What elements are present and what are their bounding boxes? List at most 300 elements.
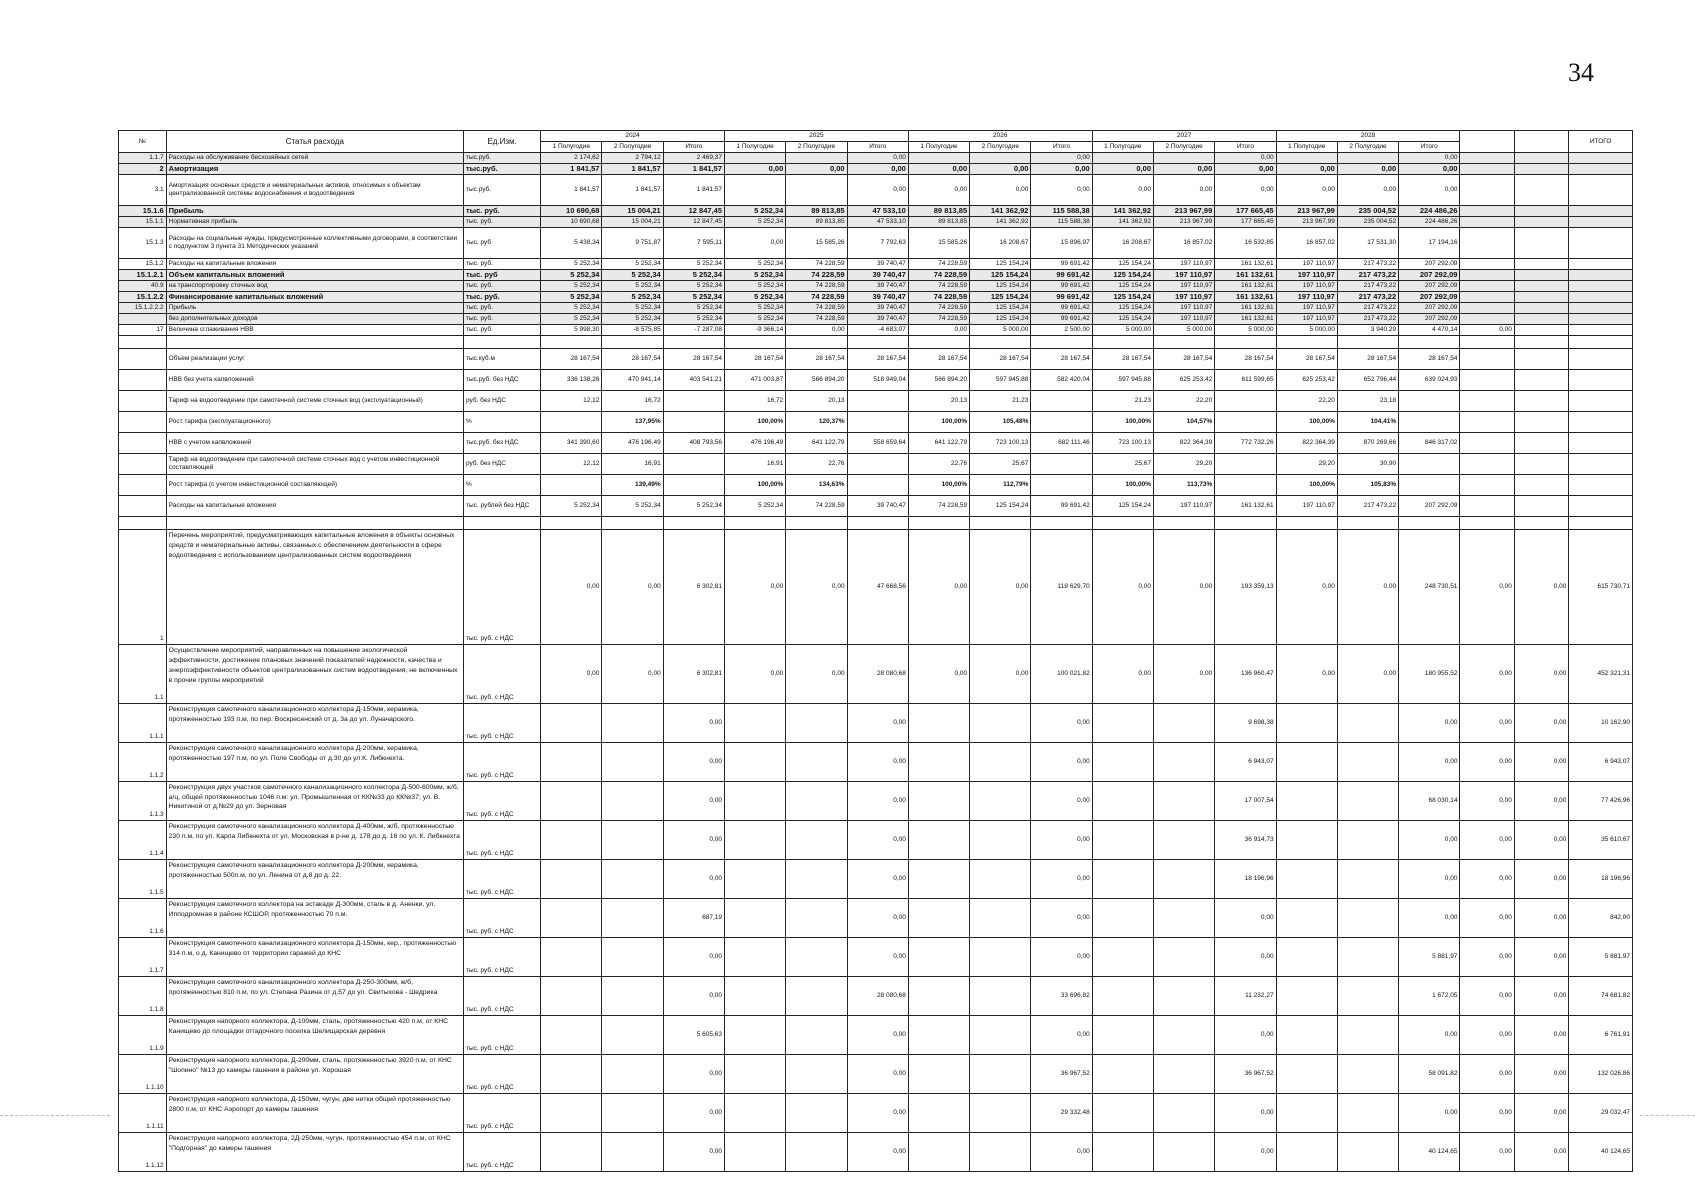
- value-cell: 207 292,09: [1399, 270, 1460, 281]
- value-cell: [908, 977, 969, 1016]
- value-cell: 0,00: [1460, 860, 1514, 899]
- value-cell: 40 124,65: [1569, 1133, 1633, 1172]
- row-unit: руб. без НДС: [463, 391, 540, 412]
- row-code: 1.1.6: [119, 899, 167, 938]
- row-code: 1: [119, 530, 167, 645]
- value-cell: 822 364,39: [1276, 433, 1337, 454]
- empty-cell: [541, 336, 602, 349]
- value-cell: 36 967,52: [1031, 1055, 1092, 1094]
- header-half1: 1 Полугодие: [725, 142, 786, 153]
- value-cell: [786, 175, 847, 206]
- value-cell: 0,00: [1399, 899, 1460, 938]
- value-cell: 207 292,09: [1399, 314, 1460, 325]
- empty-cell: [1569, 336, 1633, 349]
- value-cell: 28 167,54: [1215, 349, 1276, 370]
- tariff-table: [118, 130, 1633, 1172]
- value-cell: [602, 1016, 663, 1055]
- value-cell: [1514, 454, 1568, 475]
- summary-row: [119, 412, 1633, 433]
- value-cell: [1569, 314, 1633, 325]
- value-cell: [970, 743, 1031, 782]
- value-cell: [1460, 259, 1514, 270]
- value-cell: [1092, 1094, 1153, 1133]
- row-code: 15.1.1: [119, 217, 167, 228]
- value-cell: 0,00: [1276, 175, 1337, 206]
- value-cell: 0,00: [1215, 153, 1276, 164]
- value-cell: [1092, 1133, 1153, 1172]
- value-cell: [1460, 217, 1514, 228]
- value-cell: [970, 821, 1031, 860]
- empty-cell: [1337, 336, 1398, 349]
- value-cell: 0,00: [1276, 530, 1337, 645]
- value-cell: 5 252,34: [725, 281, 786, 292]
- table-row: [119, 175, 1633, 206]
- value-cell: [1460, 314, 1514, 325]
- value-cell: 0,00: [1031, 1016, 1092, 1055]
- value-cell: 0,00: [1460, 821, 1514, 860]
- value-cell: [1569, 153, 1633, 164]
- row-unit: тыс.руб.: [463, 153, 540, 164]
- value-cell: 100,00%: [1092, 412, 1153, 433]
- value-cell: 89 813,85: [908, 206, 969, 217]
- value-cell: [1276, 1133, 1337, 1172]
- value-cell: 1 841,57: [602, 175, 663, 206]
- value-cell: [1460, 303, 1514, 314]
- value-cell: 22,20: [1154, 391, 1215, 412]
- value-cell: [1460, 391, 1514, 412]
- value-cell: 0,00: [786, 325, 847, 336]
- value-cell: 5 252,34: [541, 314, 602, 325]
- value-cell: 112,79%: [970, 475, 1031, 496]
- value-cell: [541, 743, 602, 782]
- project-row: [119, 1055, 1633, 1094]
- project-row: [119, 938, 1633, 977]
- value-cell: [1337, 938, 1398, 977]
- value-cell: 99 691,42: [1031, 314, 1092, 325]
- value-cell: [786, 1094, 847, 1133]
- value-cell: [1154, 1094, 1215, 1133]
- value-cell: 28 167,54: [1276, 349, 1337, 370]
- empty-cell: [463, 517, 540, 530]
- value-cell: 5 252,34: [602, 314, 663, 325]
- value-cell: 28 167,54: [786, 349, 847, 370]
- value-cell: 0,00: [908, 645, 969, 704]
- value-cell: 74 228,59: [786, 496, 847, 517]
- value-cell: 452 321,31: [1569, 645, 1633, 704]
- row-name: на транспортировку сточных вод: [166, 281, 463, 292]
- value-cell: 217 473,22: [1337, 270, 1398, 281]
- value-cell: 0,00: [1514, 977, 1568, 1016]
- value-cell: [1514, 164, 1568, 175]
- value-cell: 1 841,57: [663, 164, 724, 175]
- row-code: 15.1.2.2.2: [119, 303, 167, 314]
- empty-cell: [1276, 517, 1337, 530]
- value-cell: 207 292,09: [1399, 496, 1460, 517]
- value-cell: 0,00: [908, 325, 969, 336]
- value-cell: [786, 821, 847, 860]
- value-cell: -9 366,14: [725, 325, 786, 336]
- value-cell: 125 154,24: [970, 292, 1031, 303]
- value-cell: [541, 860, 602, 899]
- value-cell: [908, 1133, 969, 1172]
- row-name: Реконструкция самотечного канализационного коллектора Д-400мм, ж/б, протяженностью 230 п.м, по ул. Карла Либкнехта от ул. Московская в р-не д. 178 до д. 16 по ул. К. Либкнехта: [166, 821, 463, 860]
- value-cell: 217 473,22: [1337, 292, 1398, 303]
- value-cell: 846 317,02: [1399, 433, 1460, 454]
- value-cell: [1337, 860, 1398, 899]
- header-row-years: [119, 131, 1633, 142]
- row-name: Реконструкция самотечного коллектора на эстакаде Д-300мм, сталь в д. Аненки, ул. Ипподромная в районе КСШОР, протяженностью 70 п.м.: [166, 899, 463, 938]
- value-cell: [725, 1094, 786, 1133]
- value-cell: 28 167,54: [1399, 349, 1460, 370]
- value-cell: 822 364,39: [1154, 433, 1215, 454]
- value-cell: [786, 704, 847, 743]
- value-cell: 639 024,93: [1399, 370, 1460, 391]
- value-cell: [908, 1094, 969, 1133]
- value-cell: [1276, 938, 1337, 977]
- row-unit: тыс. руб.: [463, 259, 540, 270]
- row-code: 1.1.10: [119, 1055, 167, 1094]
- row-code: [119, 496, 167, 517]
- value-cell: 10 162,90: [1569, 704, 1633, 743]
- project-row: [119, 977, 1633, 1016]
- value-cell: [1569, 370, 1633, 391]
- row-name: Реконструкция самотечного канализационного коллектора Д-150мм, кер., протяженностью 314 п.м, о д. Канищево от территории гаражей до КНС: [166, 938, 463, 977]
- table-row: [119, 270, 1633, 281]
- fold-line-left: [0, 1115, 110, 1117]
- value-cell: [1337, 899, 1398, 938]
- value-cell: [786, 1055, 847, 1094]
- value-cell: 470 941,14: [602, 370, 663, 391]
- value-cell: 0,00: [1460, 1133, 1514, 1172]
- value-cell: [1569, 454, 1633, 475]
- value-cell: 125 154,24: [1092, 270, 1153, 281]
- value-cell: 0,00: [847, 821, 908, 860]
- value-cell: [725, 782, 786, 821]
- value-cell: 15 585,26: [908, 228, 969, 259]
- value-cell: [725, 1055, 786, 1094]
- header-name: Статья расхода: [166, 131, 463, 153]
- value-cell: 197 110,97: [1154, 314, 1215, 325]
- value-cell: 161 132,61: [1215, 314, 1276, 325]
- value-cell: 16 857,02: [1276, 228, 1337, 259]
- value-cell: 16 208,67: [1092, 228, 1153, 259]
- value-cell: 0,00: [970, 645, 1031, 704]
- row-name: Реконструкция самотечного канализационного коллектора Д-200мм, керамика, протяженностью 500п.м, по ул. Ленина от д.8 до д. 22.: [166, 860, 463, 899]
- value-cell: [1154, 1055, 1215, 1094]
- value-cell: 0,00: [541, 645, 602, 704]
- row-unit: тыс. руб. с НДС: [463, 899, 540, 938]
- value-cell: [1276, 1094, 1337, 1133]
- header-half2: 2 Полугодие: [602, 142, 663, 153]
- empty-cell: [725, 517, 786, 530]
- header-half2: 2 Полугодие: [970, 142, 1031, 153]
- value-cell: 0,00: [1092, 175, 1153, 206]
- value-cell: 22,76: [786, 454, 847, 475]
- empty-cell: [463, 336, 540, 349]
- value-cell: [1337, 1133, 1398, 1172]
- value-cell: [1154, 782, 1215, 821]
- value-cell: 39 740,47: [847, 270, 908, 281]
- value-cell: [970, 860, 1031, 899]
- header-year-total: Итого: [663, 142, 724, 153]
- header-extra-2: [1514, 131, 1568, 153]
- value-cell: 0,00: [1460, 899, 1514, 938]
- value-cell: 0,00: [1399, 704, 1460, 743]
- row-code: 1.1: [119, 645, 167, 704]
- header-half1: 1 Полугодие: [1092, 142, 1153, 153]
- row-name: Тариф на водоотведение при самотечной системе сточных вод с учетом инвестиционной составляющей: [166, 454, 463, 475]
- value-cell: 641 122,79: [786, 433, 847, 454]
- value-cell: 5 252,34: [541, 292, 602, 303]
- value-cell: [970, 977, 1031, 1016]
- value-cell: 28 167,54: [908, 349, 969, 370]
- value-cell: 0,00: [908, 530, 969, 645]
- value-cell: [847, 454, 908, 475]
- value-cell: 139,49%: [602, 475, 663, 496]
- value-cell: [1514, 303, 1568, 314]
- value-cell: [1092, 899, 1153, 938]
- row-name: НВВ без учета капвложений: [166, 370, 463, 391]
- header-half2: 2 Полугодие: [1154, 142, 1215, 153]
- value-cell: 28 167,54: [725, 349, 786, 370]
- value-cell: 0,00: [1514, 1055, 1568, 1094]
- row-unit: %: [463, 412, 540, 433]
- value-cell: 74 228,59: [908, 314, 969, 325]
- value-cell: 197 110,97: [1154, 270, 1215, 281]
- value-cell: [602, 1094, 663, 1133]
- value-cell: [970, 1016, 1031, 1055]
- value-cell: 0,00: [970, 164, 1031, 175]
- value-cell: 39 740,47: [847, 314, 908, 325]
- value-cell: 28 167,54: [1154, 349, 1215, 370]
- value-cell: [1276, 1016, 1337, 1055]
- value-cell: 0,00: [847, 860, 908, 899]
- value-cell: 39 740,47: [847, 259, 908, 270]
- value-cell: 0,00: [1031, 175, 1092, 206]
- value-cell: 5 252,34: [602, 292, 663, 303]
- value-cell: 0,00: [847, 175, 908, 206]
- value-cell: 28 167,54: [970, 349, 1031, 370]
- value-cell: [602, 899, 663, 938]
- value-cell: [1337, 821, 1398, 860]
- value-cell: 74 228,59: [786, 281, 847, 292]
- empty-cell: [602, 336, 663, 349]
- value-cell: 217 473,22: [1337, 259, 1398, 270]
- value-cell: [1276, 821, 1337, 860]
- value-cell: -7 287,08: [663, 325, 724, 336]
- value-cell: 132 026,86: [1569, 1055, 1633, 1094]
- row-name: Тариф на водоотведение при самотечной системе сточных вод (эксплуатационный): [166, 391, 463, 412]
- value-cell: [1337, 1016, 1398, 1055]
- value-cell: [1215, 391, 1276, 412]
- value-cell: 213 967,99: [1276, 217, 1337, 228]
- row-name: Прибыль: [166, 206, 463, 217]
- value-cell: 197 110,97: [1276, 259, 1337, 270]
- value-cell: 0,00: [1514, 938, 1568, 977]
- value-cell: 0,00: [1337, 645, 1398, 704]
- value-cell: 40 124,65: [1399, 1133, 1460, 1172]
- value-cell: 197 110,97: [1276, 292, 1337, 303]
- value-cell: [1460, 206, 1514, 217]
- value-cell: 141 362,92: [1092, 206, 1153, 217]
- row-unit: тыс. руб. с НДС: [463, 1094, 540, 1133]
- value-cell: 28 167,54: [541, 349, 602, 370]
- row-name: Реконструкция самотечного канализационного коллектора Д-200мм, керамика, протяженностью 197 п.м, по ул. Поле Свободы от д.30 до ул.К. Либкнехта.: [166, 743, 463, 782]
- empty-cell: [786, 336, 847, 349]
- empty-cell: [1399, 336, 1460, 349]
- row-unit: тыс. руб.: [463, 292, 540, 303]
- table-row: [119, 217, 1633, 228]
- value-cell: 207 292,09: [1399, 303, 1460, 314]
- value-cell: 180 955,52: [1399, 645, 1460, 704]
- header-unit: Ед.Изм.: [463, 131, 540, 153]
- empty-cell: [541, 517, 602, 530]
- value-cell: 89 813,85: [908, 217, 969, 228]
- value-cell: -4 683,07: [847, 325, 908, 336]
- row-name: Расходы на обслуживание бесхозяйных сетей: [166, 153, 463, 164]
- header-year-total: Итого: [1215, 142, 1276, 153]
- row-unit: %: [463, 475, 540, 496]
- value-cell: 0,00: [908, 164, 969, 175]
- value-cell: [1092, 1016, 1153, 1055]
- value-cell: 0,00: [1460, 325, 1514, 336]
- value-cell: [541, 821, 602, 860]
- empty-cell: [1031, 517, 1092, 530]
- value-cell: 476 196,49: [602, 433, 663, 454]
- value-cell: 1 841,57: [602, 164, 663, 175]
- value-cell: [1514, 325, 1568, 336]
- empty-cell: [1337, 517, 1398, 530]
- value-cell: 100,00%: [725, 412, 786, 433]
- value-cell: [1092, 743, 1153, 782]
- value-cell: 9 751,87: [602, 228, 663, 259]
- row-code: [119, 314, 167, 325]
- value-cell: 597 945,88: [970, 370, 1031, 391]
- value-cell: [1569, 228, 1633, 259]
- empty-cell: [786, 517, 847, 530]
- value-cell: 74 228,59: [786, 259, 847, 270]
- row-code: 17: [119, 325, 167, 336]
- value-cell: [602, 938, 663, 977]
- value-cell: 12 847,45: [663, 206, 724, 217]
- row-unit: тыс.куб.м: [463, 349, 540, 370]
- empty-cell: [119, 517, 167, 530]
- value-cell: 625 253,42: [1276, 370, 1337, 391]
- header-year-2026: 2026: [908, 131, 1092, 142]
- value-cell: [602, 977, 663, 1016]
- header-half2: 2 Полугодие: [786, 142, 847, 153]
- value-cell: 0,00: [1514, 860, 1568, 899]
- value-cell: 0,00: [1092, 164, 1153, 175]
- value-cell: 125 154,24: [1092, 281, 1153, 292]
- value-cell: 5 252,34: [663, 314, 724, 325]
- value-cell: 0,00: [1337, 164, 1398, 175]
- value-cell: [1399, 391, 1460, 412]
- value-cell: [1215, 412, 1276, 433]
- value-cell: [908, 938, 969, 977]
- row-unit: тыс. руб.: [463, 303, 540, 314]
- value-cell: 7 792,63: [847, 228, 908, 259]
- value-cell: 100 021,82: [1031, 645, 1092, 704]
- value-cell: 652 796,44: [1337, 370, 1398, 391]
- value-cell: 207 292,09: [1399, 259, 1460, 270]
- value-cell: 30,90: [1337, 454, 1398, 475]
- value-cell: 0,00: [1514, 530, 1568, 645]
- empty-cell: [663, 336, 724, 349]
- value-cell: 0,00: [1399, 1016, 1460, 1055]
- value-cell: [1154, 743, 1215, 782]
- empty-cell: [1031, 336, 1092, 349]
- value-cell: 0,00: [847, 938, 908, 977]
- value-cell: [1460, 496, 1514, 517]
- value-cell: 341 390,60: [541, 433, 602, 454]
- row-name: Расходы на капитальные вложения: [166, 259, 463, 270]
- value-cell: [1092, 860, 1153, 899]
- value-cell: 197 110,97: [1154, 303, 1215, 314]
- value-cell: [1569, 349, 1633, 370]
- value-cell: 0,00: [1514, 704, 1568, 743]
- empty-cell: [1399, 517, 1460, 530]
- value-cell: 7 595,11: [663, 228, 724, 259]
- value-cell: 39 740,47: [847, 303, 908, 314]
- summary-row: [119, 475, 1633, 496]
- value-cell: 113,73%: [1154, 475, 1215, 496]
- value-cell: [970, 938, 1031, 977]
- value-cell: 9 698,38: [1215, 704, 1276, 743]
- value-cell: [1569, 217, 1633, 228]
- value-cell: 134,63%: [786, 475, 847, 496]
- value-cell: [541, 1094, 602, 1133]
- value-cell: 197 110,97: [1276, 270, 1337, 281]
- value-cell: 0,00: [1031, 860, 1092, 899]
- table-row: [119, 281, 1633, 292]
- value-cell: [541, 1055, 602, 1094]
- row-code: 15.1.2.2: [119, 292, 167, 303]
- value-cell: 217 473,22: [1337, 496, 1398, 517]
- value-cell: [1276, 899, 1337, 938]
- row-name: Осуществление мероприятий, направленных на повышение экологической эффективности, достижение плановых значений показателей надежности, качества и энергоэффективности объектов централизованных систем водоотведения, не включенных в прочие группы мероприятий: [166, 645, 463, 704]
- row-code: 15.1.2.1: [119, 270, 167, 281]
- summary-row: [119, 349, 1633, 370]
- value-cell: 5 252,34: [663, 270, 724, 281]
- value-cell: 36 914,73: [1215, 821, 1276, 860]
- value-cell: [1460, 349, 1514, 370]
- value-cell: [1092, 153, 1153, 164]
- table-row: [119, 228, 1633, 259]
- value-cell: 0,00: [1154, 645, 1215, 704]
- empty-cell: [1460, 336, 1514, 349]
- value-cell: 197 110,97: [1276, 314, 1337, 325]
- row-name: Реконструкция напорного коллектора, Д-200мм, сталь, протяженностью 3920 п.м, от КНС "Шопино" №13 до камеры гашения в районе ул. Хорошая: [166, 1055, 463, 1094]
- row-unit: тыс. руб. с НДС: [463, 1133, 540, 1172]
- value-cell: 99 691,42: [1031, 281, 1092, 292]
- value-cell: 136 960,47: [1215, 645, 1276, 704]
- value-cell: 74 228,59: [908, 292, 969, 303]
- row-name: Рост тарифа (эксплуатационного): [166, 412, 463, 433]
- empty-cell: [1215, 517, 1276, 530]
- value-cell: 6 943,07: [1215, 743, 1276, 782]
- value-cell: [1569, 303, 1633, 314]
- value-cell: [1569, 281, 1633, 292]
- value-cell: 28 167,54: [1031, 349, 1092, 370]
- value-cell: 15 004,21: [602, 206, 663, 217]
- value-cell: 5 881,97: [1399, 938, 1460, 977]
- value-cell: [786, 153, 847, 164]
- value-cell: [725, 704, 786, 743]
- value-cell: 115 588,38: [1031, 206, 1092, 217]
- value-cell: 0,00: [786, 645, 847, 704]
- value-cell: [663, 391, 724, 412]
